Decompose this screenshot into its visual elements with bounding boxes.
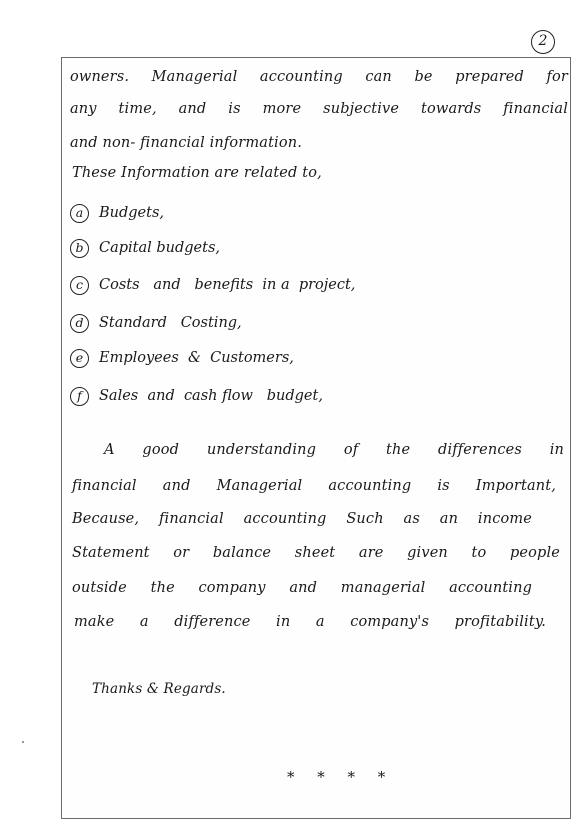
list-item-text: Sales and cash flow budget,	[99, 388, 323, 404]
list-marker: e	[70, 349, 89, 368]
closing-signoff: Thanks & Regards.	[92, 681, 226, 697]
list-item-text: Costs and benefits in a project,	[99, 277, 356, 293]
list-item-text: Standard Costing,	[99, 315, 242, 331]
paragraph-2-line-3: Because, financial accounting Such as an income	[72, 511, 532, 527]
list-marker: c	[70, 276, 89, 295]
page-number: 2	[531, 30, 555, 54]
list-item-a	[70, 202, 164, 224]
list-item-e	[70, 347, 294, 369]
paragraph-2-line-5: outside the company and managerial accounting	[72, 580, 532, 596]
list-marker: a	[70, 204, 89, 223]
list-item-b	[70, 237, 220, 259]
end-marks: * * * *	[287, 768, 395, 786]
list-item-text: Budgets,	[99, 205, 165, 221]
paragraph-2-line-4: Statement or balance sheet are given to people	[72, 545, 560, 561]
paragraph-2-line-6: make a difference in a company's profitability.	[74, 614, 546, 630]
list-item-d	[70, 312, 242, 334]
scan-speck	[22, 741, 24, 743]
list-item-c	[70, 274, 355, 296]
list-item-text: Capital budgets,	[99, 240, 221, 256]
list-item-text: Employees & Customers,	[99, 350, 294, 366]
list-marker: d	[70, 314, 89, 333]
paragraph-1-line-2: any time, and is more subjective towards financial	[70, 101, 568, 117]
paragraph-2-line-2: financial and Managerial accounting is Important,	[72, 478, 556, 494]
paragraph-1-line-1: owners. Managerial accounting can be prepared for	[70, 69, 568, 85]
paragraph-1-line-3: and non- financial information.	[70, 135, 302, 151]
list-marker: f	[70, 387, 89, 406]
paragraph-2-line-1: A good understanding of the differences in	[104, 442, 564, 458]
list-item-f	[70, 385, 323, 407]
paragraph-1-line-4: These Information are related to,	[72, 165, 322, 181]
list-marker: b	[70, 239, 89, 258]
